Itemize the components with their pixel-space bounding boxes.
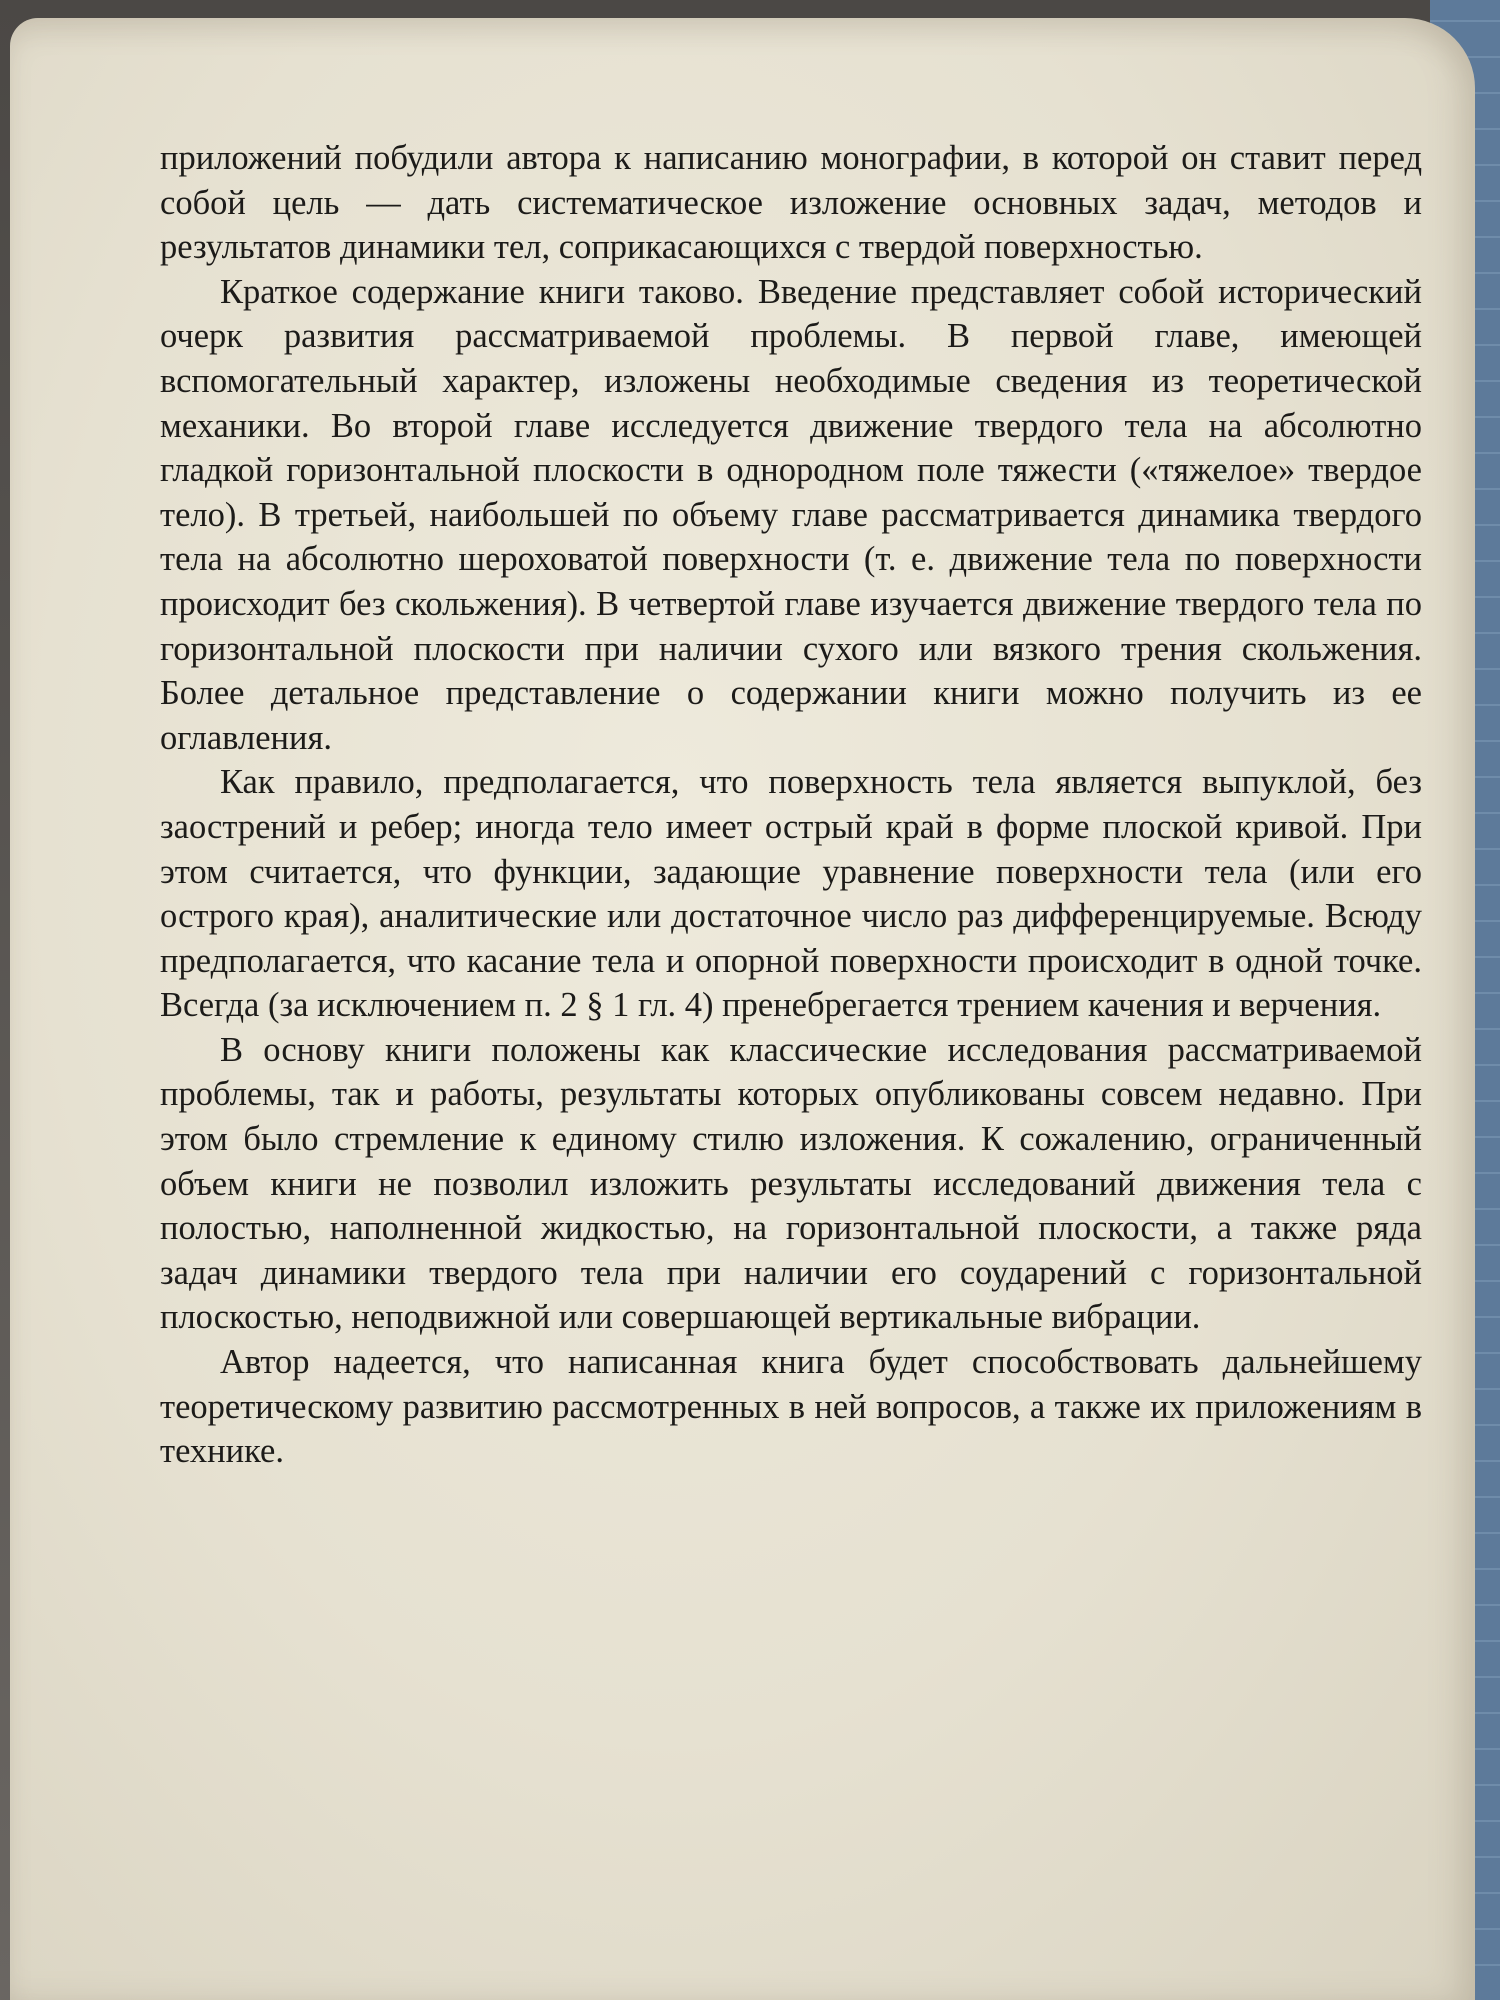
paragraph-4: В основу книги положены как классические исследования рассматриваемой проблемы, так и работы, результаты которых опубликованы совсем недавно. При этом было стремление к единому стилю изложения. К сожалению, ограниченный объем книги не позволил изложить результаты исследований движения тела с полостью, наполненной жидкостью, на горизонтальной плоскости, а также ряда задач динамики твердого тела при наличии его соударений с горизонтальной плоскостью, неподвижной или совершающей вертикальные вибрации. xyxy=(160,1030,1422,1337)
paragraph-2: Краткое содержание книги таково. Введение представляет собой исторический очерк развития рассматриваемой проблемы. В первой главе, имеющей вспомогательный характер, изложены необходимые сведения из теоретической механики. Во второй главе исследуется движение твердого тела на абсолютно гладкой горизонтальной плоскости в однородном поле тяжести («тяжелое» твердое тело). В третьей, наибольшей по объему главе рассматривается динамика твердого тела на абсолютно шероховатой поверхности (т. е. движение тела по поверхности происходит без скольжения). В четвертой главе изучается движение твердого тела по горизонтальной плоскости при наличии сухого или вязкого трения скольжения. Более детальное представление о содержании книги можно получить из ее оглавления. xyxy=(160,272,1422,757)
paragraph-5: Автор надеется, что написанная книга будет способствовать дальнейшему теоретическому развитию рассмотренных в ней вопросов, а также их приложениям в технике. xyxy=(160,1343,1422,1471)
paragraph-1: приложений побудили автора к написанию монографии, в которой он ставит перед собой цель — дать систематическое изложение основных задач, методов и результатов динамики тел, соприкасающихся с твердой поверхностью. xyxy=(160,139,1422,267)
page-text xyxy=(160,136,1422,1474)
paragraph-3: Как правило, предполагается, что поверхность тела является выпуклой, без заострений и ребер; иногда тело имеет острый край в форме плоской кривой. При этом считается, что функции, задающие уравнение поверхности тела (или его острого края), аналитические или достаточное число раз дифференцируемые. Всюду предполагается, что касание тела и опорной поверхности происходит в одной точке. Всегда (за исключением п. 2 § 1 гл. 4) пренебрегается трением качения и верчения. xyxy=(160,763,1422,1025)
book-page xyxy=(10,18,1475,2000)
